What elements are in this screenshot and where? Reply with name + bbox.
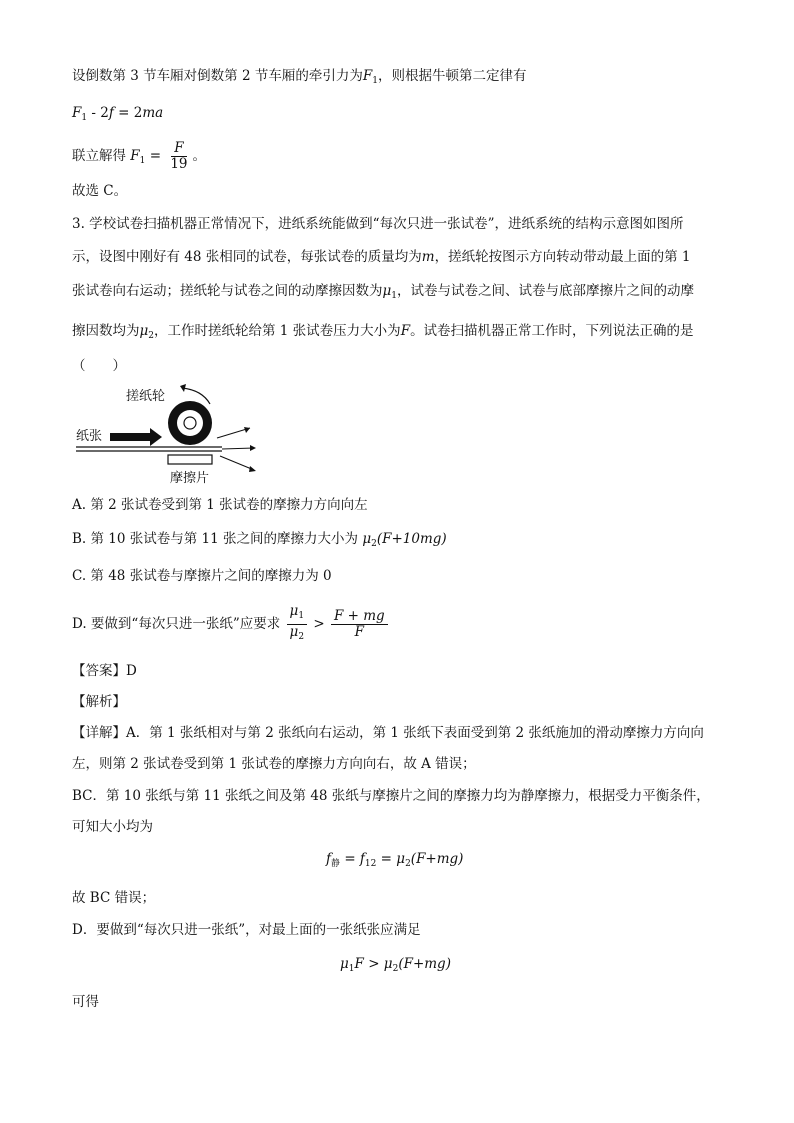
fraction-force <box>331 609 388 640</box>
var-mu: μ <box>289 603 299 619</box>
text-line-choice: 故选 C。 <box>72 183 128 199</box>
question-line-3 <box>72 282 694 305</box>
denominator: F <box>354 624 364 640</box>
option-c: C. 第 48 张试卷与摩擦片之间的摩擦力为 0 <box>72 568 332 584</box>
var-m: m <box>421 249 435 265</box>
option-d <box>72 604 390 645</box>
text: > <box>313 616 325 632</box>
text: 。 <box>192 148 206 164</box>
detail-line-7: 可得 <box>72 994 99 1010</box>
denominator: 19 <box>170 156 188 172</box>
expression: (F+10mg) <box>376 531 447 547</box>
question-line-4 <box>72 322 694 345</box>
equation-condition <box>340 955 451 978</box>
detail-line-3: BC．第 10 张纸与第 11 张纸之间及第 48 张纸与摩擦片之间的摩擦力均为静摩擦力，根据受力平衡条件， <box>72 788 710 804</box>
analysis-label: 【解析】 <box>72 694 126 710</box>
text: ，搓纸轮按图示方向转动带动最上面的第 1 <box>434 249 691 265</box>
subscript: 1 <box>372 76 378 86</box>
detail-line-6: D．要做到“每次只进一张纸”，对最上面的一张纸张应满足 <box>72 922 421 938</box>
var-mu: μ <box>289 624 299 640</box>
var-mu: μ <box>340 956 349 972</box>
detail-line-1: 【详解】A．第 1 张纸相对与第 2 张纸向右运动，第 1 张纸下表面受到第 2 张纸施加的滑动摩擦力方向向 <box>72 725 704 741</box>
text: B. 第 10 张试卷与第 11 张之间的摩擦力大小为 <box>72 531 359 547</box>
var-f: f <box>359 851 365 867</box>
text: > <box>368 956 380 972</box>
subscript: 1 <box>391 291 398 301</box>
var-mu: μ <box>396 851 406 867</box>
var-F: F <box>400 323 411 339</box>
text-line-solve <box>72 140 206 177</box>
exit-arrow-icon <box>222 448 254 449</box>
text: ，试卷与试卷之间、试卷与底部摩擦片之间的动摩 <box>397 283 695 299</box>
text: 示，设图中刚好有 48 张相同的试卷，每张试卷的质量均为 <box>72 249 422 265</box>
text: ，则根据牛顿第二定律有 <box>377 68 527 84</box>
var-F: F <box>362 68 373 84</box>
text: ，工作时搓纸轮给第 1 张试卷压力大小为 <box>154 323 401 339</box>
option-a: A. 第 2 张试卷受到第 1 张试卷的摩擦力方向向左 <box>72 497 368 513</box>
expression: (F+mg) <box>398 956 451 972</box>
fraction <box>167 141 190 172</box>
text: 擦因数均为 <box>72 323 140 339</box>
equation-newton <box>72 104 163 127</box>
feed-arrow-shaft-icon <box>110 433 150 441</box>
var-f: f <box>326 851 331 867</box>
numerator: F + mg <box>331 609 388 625</box>
text: = <box>380 851 392 867</box>
text: = <box>149 148 162 164</box>
fraction-mu <box>287 604 308 645</box>
pad-label: 摩擦片 <box>170 471 210 485</box>
exit-arrow-icon <box>220 456 254 470</box>
paper-label: 纸张 <box>76 429 103 444</box>
var-f: f <box>108 105 114 121</box>
exit-arrowhead-icon <box>249 466 256 472</box>
detail-line-4: 可知大小均为 <box>72 819 153 835</box>
text: 张试卷向右运动；搓纸轮与试卷之间的动摩擦因数为 <box>72 283 383 299</box>
var-F: F <box>72 105 82 121</box>
answer-bracket: （ ） <box>72 358 126 374</box>
var-ma: ma <box>142 105 164 121</box>
roller-label: 搓纸轮 <box>126 389 166 404</box>
subscript: 1 <box>348 964 355 974</box>
exit-arrowhead-icon <box>250 445 256 451</box>
text-line-traction <box>72 67 526 90</box>
question-line-2 <box>72 248 690 266</box>
subscript: 2 <box>298 632 305 642</box>
var-mu: μ <box>139 323 149 339</box>
subscript: 2 <box>148 331 155 341</box>
text: = 2 <box>118 105 143 121</box>
answer-label: 【答案】D <box>72 663 137 679</box>
detail-line-2: 左，则第 2 张试卷受到第 1 张试卷的摩擦力方向向右，故 A 错误； <box>72 756 476 772</box>
subscript: 1 <box>139 156 146 166</box>
text: - 2 <box>91 105 109 121</box>
friction-pad-icon <box>168 455 212 464</box>
text: D. 要做到“每次只进一张纸”应要求 <box>72 616 281 632</box>
numerator: F <box>171 141 186 157</box>
equation-static-friction <box>326 850 463 873</box>
expression: (F+mg) <box>410 851 464 867</box>
roller-axle-icon <box>184 417 196 429</box>
var-F: F <box>354 956 364 972</box>
subscript: 静 <box>331 859 341 869</box>
subscript: 2 <box>371 539 377 549</box>
subscript: 1 <box>298 611 305 621</box>
var-mu: μ <box>382 283 392 299</box>
subscript: 2 <box>392 964 399 974</box>
feed-arrow-head-icon <box>150 428 162 446</box>
text: = <box>344 851 356 867</box>
var-F: F <box>130 148 140 164</box>
detail-line-5: 故 BC 错误； <box>72 890 156 906</box>
text: 联立解得 <box>72 148 126 164</box>
subscript: 2 <box>405 859 411 869</box>
question-line-1: 3. 学校试卷扫描机器正常情况下，进纸系统能做到“每次只进一张试卷”，进纸系统的结构示意图如图所 <box>72 216 684 232</box>
subscript: 1 <box>81 113 88 123</box>
var-mu: μ <box>362 531 372 547</box>
subscript: 12 <box>364 859 377 869</box>
text: 。试卷扫描机器正常工作时，下列说法正确的是 <box>410 323 694 339</box>
paper-feed-diagram <box>72 380 272 485</box>
option-b <box>72 530 447 553</box>
text: 设倒数第 3 节车厢对倒数第 2 节车厢的牵引力为 <box>72 68 363 84</box>
var-mu: μ <box>383 956 393 972</box>
